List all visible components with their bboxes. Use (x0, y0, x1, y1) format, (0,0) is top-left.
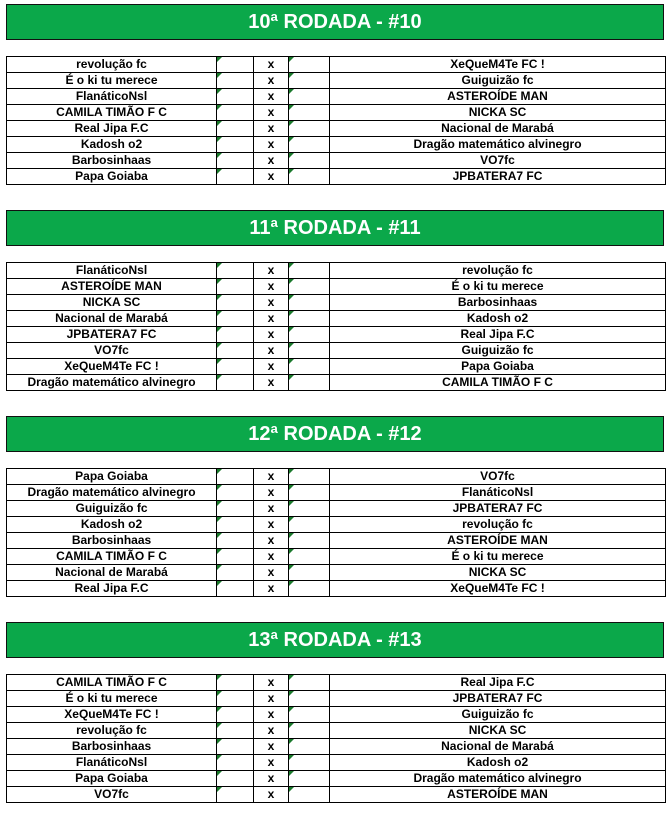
away-score-cell[interactable] (289, 469, 330, 485)
fixture-row (7, 359, 666, 375)
home-team-cell[interactable]: NICKA SC (7, 295, 217, 311)
home-score-cell[interactable] (217, 359, 254, 375)
away-score-cell[interactable] (289, 691, 330, 707)
versus-cell: x (254, 311, 289, 327)
fixture-row (7, 311, 666, 327)
fixture-row (7, 533, 666, 549)
away-score-cell[interactable] (289, 787, 330, 803)
fixture-row (7, 485, 666, 501)
fixture-row (7, 723, 666, 739)
home-team-cell[interactable]: FlanáticoNsl (7, 263, 217, 279)
fixture-row (7, 169, 666, 185)
home-team-cell[interactable]: Papa Goiaba (7, 771, 217, 787)
away-score-cell[interactable] (289, 533, 330, 549)
home-team-cell[interactable]: FlanáticoNsl (7, 89, 217, 105)
fixtures-table (6, 56, 666, 185)
versus-cell: x (254, 359, 289, 375)
versus-cell: x (254, 675, 289, 691)
fixtures-table (6, 674, 666, 803)
away-team-cell[interactable]: É o ki tu merece (330, 549, 666, 565)
home-team-cell[interactable]: VO7fc (7, 787, 217, 803)
away-team-cell[interactable]: ASTEROÍDE MAN (330, 787, 666, 803)
round-title: 11ª RODADA - #11 (6, 210, 664, 246)
away-score-cell[interactable] (289, 295, 330, 311)
away-score-cell[interactable] (289, 581, 330, 597)
fixture-row (7, 739, 666, 755)
away-score-cell[interactable] (289, 327, 330, 343)
versus-cell: x (254, 549, 289, 565)
home-team-cell[interactable]: Dragão matemático alvinegro (7, 375, 217, 391)
versus-cell: x (254, 295, 289, 311)
versus-cell: x (254, 771, 289, 787)
home-team-cell[interactable]: revolução fc (7, 723, 217, 739)
home-score-cell[interactable] (217, 105, 254, 121)
home-team-cell[interactable]: Barbosinhaas (7, 739, 217, 755)
home-score-cell[interactable] (217, 723, 254, 739)
versus-cell: x (254, 581, 289, 597)
away-score-cell[interactable] (289, 739, 330, 755)
versus-cell: x (254, 485, 289, 501)
home-score-cell[interactable] (217, 295, 254, 311)
fixture-row (7, 771, 666, 787)
versus-cell: x (254, 327, 289, 343)
home-score-cell[interactable] (217, 311, 254, 327)
away-team-cell[interactable]: Dragão matemático alvinegro (330, 771, 666, 787)
fixture-row (7, 327, 666, 343)
fixture-row (7, 279, 666, 295)
away-team-cell[interactable]: NICKA SC (330, 105, 666, 121)
home-score-cell[interactable] (217, 121, 254, 137)
away-team-cell[interactable]: Real Jipa F.C (330, 327, 666, 343)
fixtures-table (6, 262, 666, 391)
home-team-cell[interactable]: Barbosinhaas (7, 533, 217, 549)
away-team-cell[interactable]: revolução fc (330, 263, 666, 279)
away-score-cell[interactable] (289, 359, 330, 375)
fixture-row (7, 137, 666, 153)
fixture-row (7, 57, 666, 73)
home-score-cell[interactable] (217, 327, 254, 343)
home-score-cell[interactable] (217, 675, 254, 691)
away-score-cell[interactable] (289, 153, 330, 169)
away-team-cell[interactable]: ASTEROÍDE MAN (330, 89, 666, 105)
versus-cell: x (254, 343, 289, 359)
away-score-cell[interactable] (289, 755, 330, 771)
away-team-cell[interactable]: Guiguizão fc (330, 343, 666, 359)
home-team-cell[interactable]: CAMILA TIMÃO F C (7, 675, 217, 691)
away-team-cell[interactable]: revolução fc (330, 517, 666, 533)
away-score-cell[interactable] (289, 375, 330, 391)
home-team-cell[interactable]: Kadosh o2 (7, 517, 217, 533)
fixture-row (7, 375, 666, 391)
home-team-cell[interactable]: CAMILA TIMÃO F C (7, 549, 217, 565)
fixture-row (7, 153, 666, 169)
versus-cell: x (254, 169, 289, 185)
home-team-cell[interactable]: Nacional de Marabá (7, 565, 217, 581)
versus-cell: x (254, 105, 289, 121)
fixture-row (7, 755, 666, 771)
away-score-cell[interactable] (289, 675, 330, 691)
away-team-cell[interactable]: JPBATERA7 FC (330, 169, 666, 185)
fixture-row (7, 105, 666, 121)
home-score-cell[interactable] (217, 739, 254, 755)
home-score-cell[interactable] (217, 73, 254, 89)
fixture-row (7, 89, 666, 105)
away-score-cell[interactable] (289, 343, 330, 359)
away-team-cell[interactable]: XeQueM4Te FC ! (330, 581, 666, 597)
away-team-cell[interactable]: Kadosh o2 (330, 755, 666, 771)
away-team-cell[interactable]: Guiguizão fc (330, 73, 666, 89)
away-score-cell[interactable] (289, 485, 330, 501)
away-score-cell[interactable] (289, 723, 330, 739)
versus-cell: x (254, 73, 289, 89)
versus-cell: x (254, 755, 289, 771)
away-score-cell[interactable] (289, 565, 330, 581)
home-team-cell[interactable]: CAMILA TIMÃO F C (7, 105, 217, 121)
away-score-cell[interactable] (289, 263, 330, 279)
round-title: 12ª RODADA - #12 (6, 416, 664, 452)
versus-cell: x (254, 787, 289, 803)
versus-cell: x (254, 469, 289, 485)
home-score-cell[interactable] (217, 517, 254, 533)
versus-cell: x (254, 723, 289, 739)
fixture-row (7, 787, 666, 803)
fixture-row (7, 73, 666, 89)
home-team-cell[interactable]: Kadosh o2 (7, 137, 217, 153)
home-score-cell[interactable] (217, 755, 254, 771)
away-team-cell[interactable]: Papa Goiaba (330, 359, 666, 375)
fixture-row (7, 581, 666, 597)
fixture-row (7, 343, 666, 359)
home-score-cell[interactable] (217, 469, 254, 485)
away-team-cell[interactable]: NICKA SC (330, 565, 666, 581)
home-team-cell[interactable]: Real Jipa F.C (7, 581, 217, 597)
home-team-cell[interactable]: ASTEROÍDE MAN (7, 279, 217, 295)
away-team-cell[interactable]: VO7fc (330, 469, 666, 485)
versus-cell: x (254, 375, 289, 391)
away-team-cell[interactable]: NICKA SC (330, 723, 666, 739)
home-score-cell[interactable] (217, 581, 254, 597)
away-score-cell[interactable] (289, 57, 330, 73)
away-team-cell[interactable]: Guiguizão fc (330, 707, 666, 723)
versus-cell: x (254, 263, 289, 279)
fixture-row (7, 549, 666, 565)
away-team-cell[interactable]: Nacional de Marabá (330, 121, 666, 137)
versus-cell: x (254, 57, 289, 73)
home-score-cell[interactable] (217, 137, 254, 153)
home-team-cell[interactable]: É o ki tu merece (7, 73, 217, 89)
versus-cell: x (254, 533, 289, 549)
home-score-cell[interactable] (217, 153, 254, 169)
fixture-row (7, 691, 666, 707)
home-score-cell[interactable] (217, 771, 254, 787)
home-team-cell[interactable]: Barbosinhaas (7, 153, 217, 169)
home-score-cell[interactable] (217, 691, 254, 707)
home-score-cell[interactable] (217, 549, 254, 565)
away-team-cell[interactable]: ASTEROÍDE MAN (330, 533, 666, 549)
round-title: 13ª RODADA - #13 (6, 622, 664, 658)
versus-cell: x (254, 517, 289, 533)
away-score-cell[interactable] (289, 707, 330, 723)
versus-cell: x (254, 153, 289, 169)
home-team-cell[interactable]: É o ki tu merece (7, 691, 217, 707)
versus-cell: x (254, 707, 289, 723)
fixture-row (7, 517, 666, 533)
home-score-cell[interactable] (217, 57, 254, 73)
home-score-cell[interactable] (217, 343, 254, 359)
away-team-cell[interactable]: VO7fc (330, 153, 666, 169)
home-score-cell[interactable] (217, 565, 254, 581)
home-team-cell[interactable]: Real Jipa F.C (7, 121, 217, 137)
away-score-cell[interactable] (289, 169, 330, 185)
away-team-cell[interactable]: É o ki tu merece (330, 279, 666, 295)
home-team-cell[interactable]: Nacional de Marabá (7, 311, 217, 327)
away-score-cell[interactable] (289, 137, 330, 153)
home-team-cell[interactable]: VO7fc (7, 343, 217, 359)
versus-cell: x (254, 137, 289, 153)
fixture-row (7, 565, 666, 581)
home-score-cell[interactable] (217, 279, 254, 295)
home-team-cell[interactable]: JPBATERA7 FC (7, 327, 217, 343)
home-team-cell[interactable]: XeQueM4Te FC ! (7, 359, 217, 375)
fixture-row (7, 707, 666, 723)
home-team-cell[interactable]: FlanáticoNsl (7, 755, 217, 771)
versus-cell: x (254, 501, 289, 517)
away-team-cell[interactable]: Kadosh o2 (330, 311, 666, 327)
fixture-row (7, 263, 666, 279)
fixture-row (7, 469, 666, 485)
away-score-cell[interactable] (289, 73, 330, 89)
home-score-cell[interactable] (217, 533, 254, 549)
away-team-cell[interactable]: JPBATERA7 FC (330, 501, 666, 517)
away-score-cell[interactable] (289, 501, 330, 517)
home-score-cell[interactable] (217, 485, 254, 501)
away-team-cell[interactable]: Real Jipa F.C (330, 675, 666, 691)
fixture-row (7, 501, 666, 517)
versus-cell: x (254, 691, 289, 707)
away-score-cell[interactable] (289, 771, 330, 787)
away-team-cell[interactable]: XeQueM4Te FC ! (330, 57, 666, 73)
home-team-cell[interactable]: Papa Goiaba (7, 169, 217, 185)
away-team-cell[interactable]: Nacional de Marabá (330, 739, 666, 755)
away-team-cell[interactable]: FlanáticoNsl (330, 485, 666, 501)
away-score-cell[interactable] (289, 311, 330, 327)
fixtures-table (6, 468, 666, 597)
home-score-cell[interactable] (217, 501, 254, 517)
home-score-cell[interactable] (217, 787, 254, 803)
home-score-cell[interactable] (217, 169, 254, 185)
away-score-cell[interactable] (289, 517, 330, 533)
away-team-cell[interactable]: JPBATERA7 FC (330, 691, 666, 707)
home-score-cell[interactable] (217, 263, 254, 279)
fixture-row (7, 121, 666, 137)
away-team-cell[interactable]: Dragão matemático alvinegro (330, 137, 666, 153)
versus-cell: x (254, 279, 289, 295)
away-team-cell[interactable]: CAMILA TIMÃO F C (330, 375, 666, 391)
home-team-cell[interactable]: Guiguizão fc (7, 501, 217, 517)
away-team-cell[interactable]: Barbosinhaas (330, 295, 666, 311)
away-score-cell[interactable] (289, 89, 330, 105)
away-score-cell[interactable] (289, 549, 330, 565)
versus-cell: x (254, 89, 289, 105)
away-score-cell[interactable] (289, 279, 330, 295)
home-score-cell[interactable] (217, 707, 254, 723)
away-score-cell[interactable] (289, 105, 330, 121)
home-score-cell[interactable] (217, 375, 254, 391)
home-team-cell[interactable]: Papa Goiaba (7, 469, 217, 485)
away-score-cell[interactable] (289, 121, 330, 137)
home-team-cell[interactable]: Dragão matemático alvinegro (7, 485, 217, 501)
home-team-cell[interactable]: XeQueM4Te FC ! (7, 707, 217, 723)
versus-cell: x (254, 565, 289, 581)
versus-cell: x (254, 739, 289, 755)
versus-cell: x (254, 121, 289, 137)
home-team-cell[interactable]: revolução fc (7, 57, 217, 73)
home-score-cell[interactable] (217, 89, 254, 105)
fixture-row (7, 675, 666, 691)
fixture-row (7, 295, 666, 311)
round-title: 10ª RODADA - #10 (6, 4, 664, 40)
